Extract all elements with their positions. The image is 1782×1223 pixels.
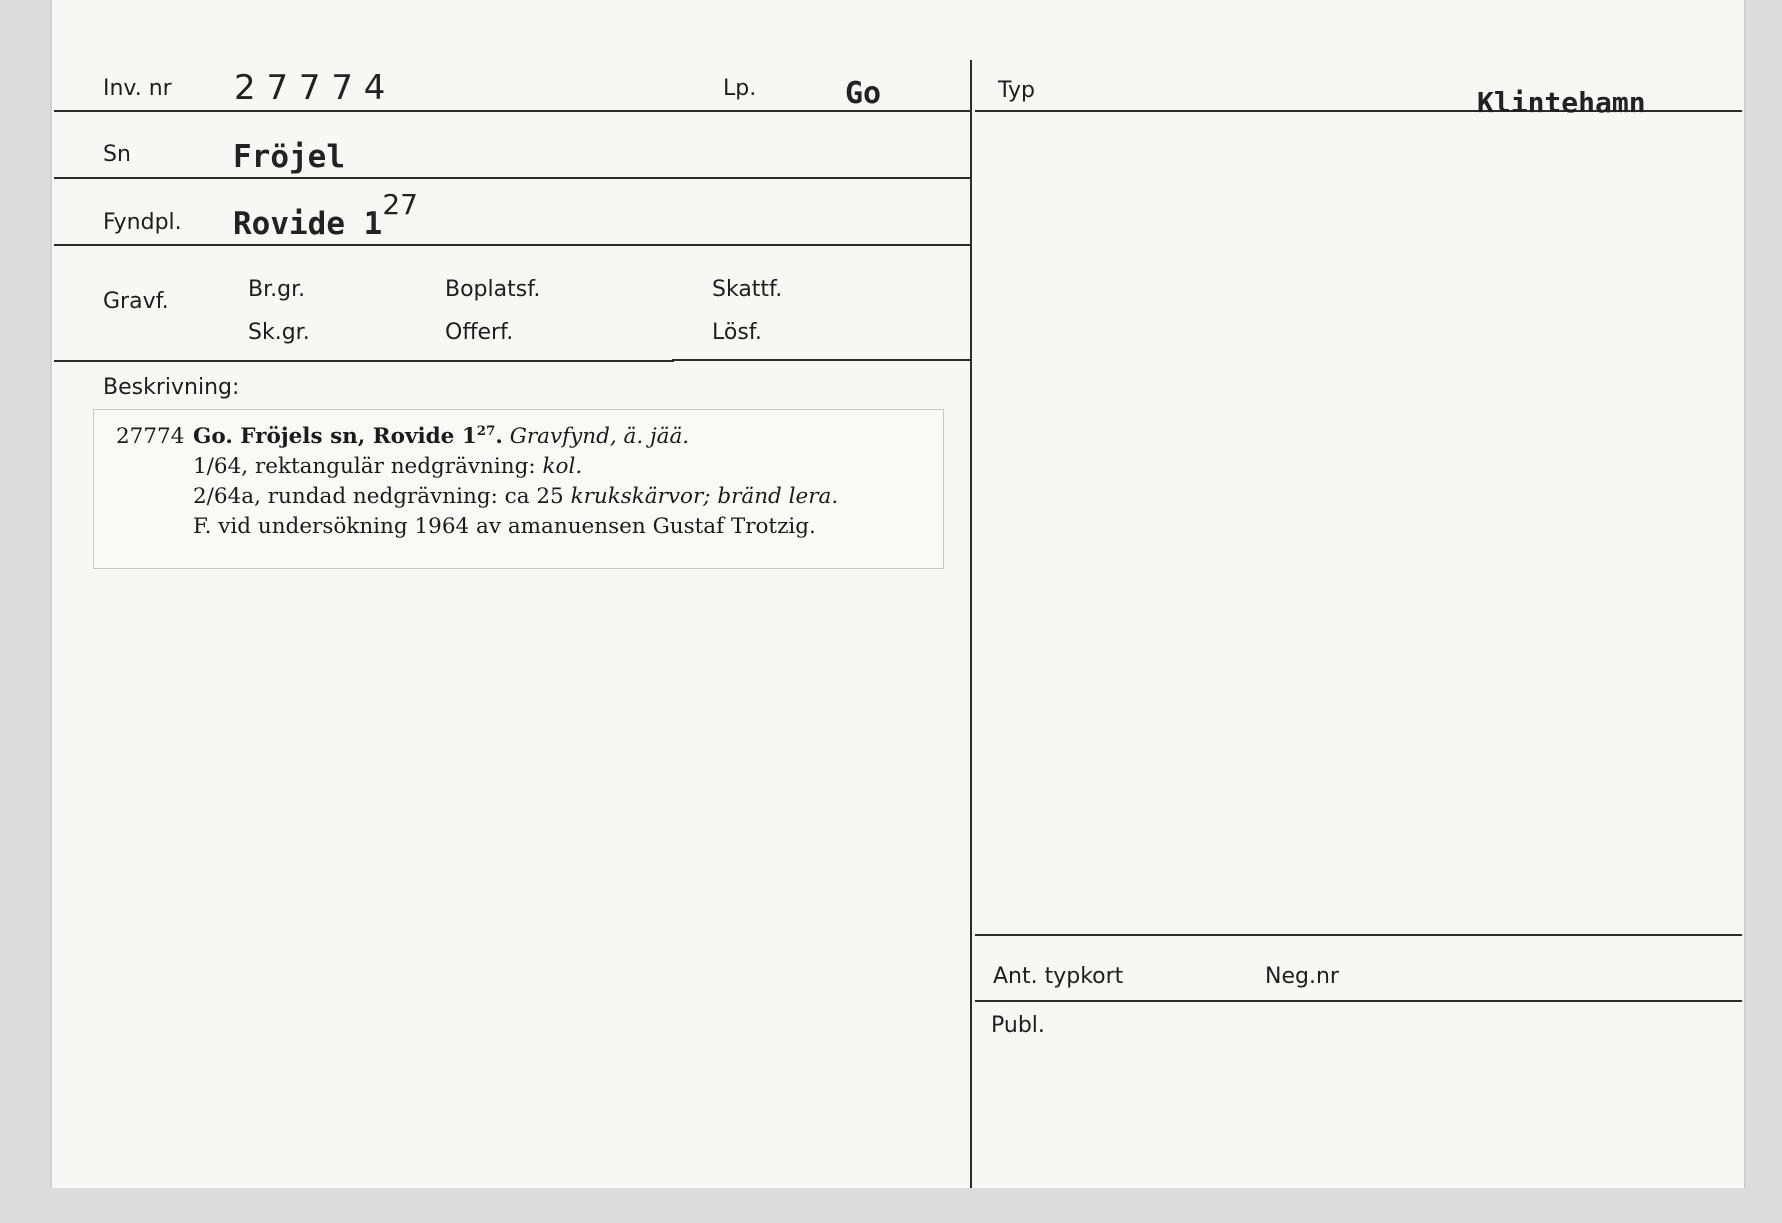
description-line-3-italic: krukskärvor; bränd lera. (570, 484, 839, 509)
lp-label: Lp. (723, 76, 757, 101)
rule-sn (54, 177, 971, 179)
losf-label: Lösf. (712, 320, 762, 345)
description-line-3 (193, 484, 838, 509)
rule-inv (54, 110, 971, 112)
description-slip (93, 409, 944, 569)
lp-value: Go (845, 76, 882, 111)
skgr-label: Sk.gr. (248, 320, 310, 345)
column-divider (970, 60, 972, 1188)
typ-label: Typ (998, 78, 1035, 103)
description-line-1 (193, 424, 689, 449)
description-line-2-italic: kol. (542, 454, 583, 479)
description-line-4: F. vid undersökning 1964 av amanuensen Gustaf Trotzig. (193, 514, 816, 539)
description-line-3-text: 2/64a, rundad nedgrävning: ca 25 (193, 484, 564, 509)
description-line-2 (193, 454, 582, 479)
beskrivning-label: Beskrivning: (103, 375, 240, 400)
neg-nr-label: Neg.nr (1265, 964, 1339, 989)
inv-nr-value: 2 7 7 7 4 (234, 68, 386, 108)
rule-fyndpl (54, 244, 971, 246)
gravf-label: Gravf. (103, 289, 169, 314)
description-line-1-italic: Gravfynd, ä. jää. (509, 424, 690, 449)
description-number: 27774 (116, 424, 185, 449)
fyndpl-place: Rovide 1 (233, 206, 383, 242)
publ-label: Publ. (991, 1013, 1045, 1038)
fyndpl-label: Fyndpl. (103, 210, 182, 235)
inv-nr-label: Inv. nr (103, 76, 172, 101)
fyndpl-value (233, 188, 418, 242)
skattf-label: Skattf. (712, 277, 783, 302)
place-value: Klintehamn (1477, 86, 1646, 119)
description-line-1-sup: 27 (476, 423, 496, 440)
offerf-label: Offerf. (445, 320, 514, 345)
ant-typkort-label: Ant. typkort (993, 964, 1124, 989)
sn-label: Sn (103, 142, 131, 167)
fyndpl-superscript: 27 (382, 188, 418, 221)
boplatsf-label: Boplatsf. (445, 277, 541, 302)
rule-gravf-right (672, 359, 971, 361)
sn-value: Fröjel (233, 139, 345, 175)
brgr-label: Br.gr. (248, 277, 306, 302)
description-line-2-text: 1/64, rektangulär nedgrävning: (193, 454, 536, 479)
rule-ant-typkort (975, 934, 1742, 936)
catalog-card (50, 0, 1746, 1188)
rule-publ (975, 1000, 1742, 1002)
description-line-1-dot: . (495, 424, 503, 449)
description-line-1-bold: Go. Fröjels sn, Rovide 1 (193, 424, 477, 449)
rule-gravf-left (54, 360, 674, 362)
